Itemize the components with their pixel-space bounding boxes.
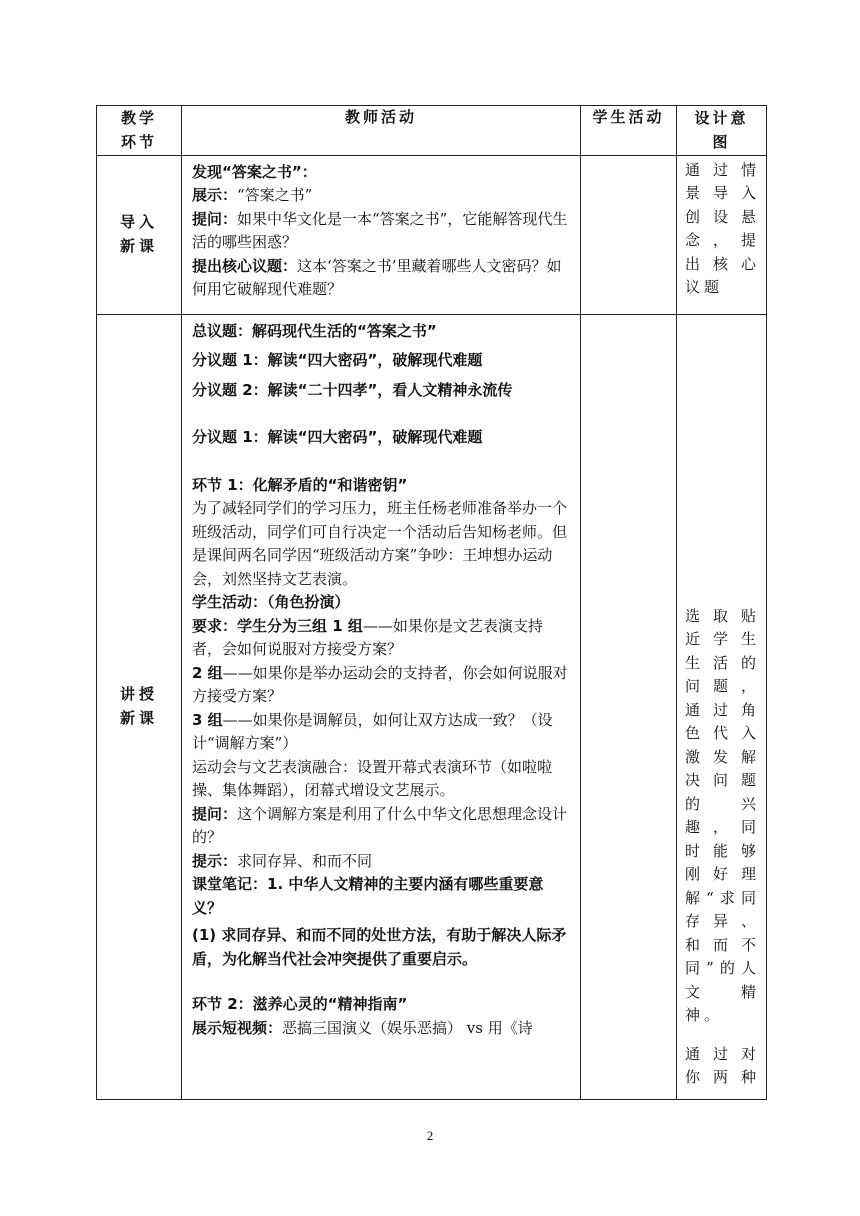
- student-activity-lecture: [581, 314, 677, 1099]
- core-topic-text: 这本‘答案之书’里藏着哪些人文密码？如何用它破解现代难题？: [192, 256, 562, 298]
- student-activity-label: 学生活动：（角色扮演）: [192, 593, 350, 611]
- step-1-title: 环节 1：化解矛盾的“和谐密钥”: [192, 475, 408, 494]
- header-row: [97, 106, 767, 156]
- question-label: 提问：: [192, 209, 238, 228]
- step-2-title: 环节 2：滋养心灵的“精神指南”: [192, 995, 408, 1013]
- class-note: 课堂笔记：1. 中华人文精神的主要内涵有哪些重要意义？: [192, 875, 544, 917]
- row-intro: [97, 155, 767, 314]
- row-lecture: [97, 314, 767, 1099]
- lesson-plan-table: [96, 105, 767, 1100]
- sub-topic-1: 分议题 1：解读“四大密码”，破解现代难题: [192, 351, 483, 369]
- group-2-text: ——如果你是举办运动会的支持者，你会如何说服对方接受方案？: [192, 663, 568, 705]
- group-3-label: 3 组: [192, 710, 223, 729]
- group-2-label: 2 组: [192, 663, 223, 682]
- header-student-activity: 学生活动: [581, 106, 677, 156]
- class-note-answer: (1) 求同存异、和而不同的处世方法，有助于解决人际矛盾，为化解当代社会冲突提供了重要启示。: [192, 926, 567, 968]
- group-3-text: ——如果你是调解员，如何让双方达成一致？（设计“调解方案”）: [192, 710, 553, 752]
- intent-lecture-text: 选取贴近学生生活的问题，通过角色代入激发解决问题的兴趣，同时能够刚好理解“求同存异、和而不同”的人文精神。: [685, 606, 760, 1024]
- header-teacher-activity: 教师活动: [182, 106, 581, 156]
- main-topic: 总议题：解码现代生活的“答案之书”: [192, 321, 437, 340]
- show-label: 展示：: [192, 186, 238, 204]
- sub-topic-1-repeat: 分议题 1：解读“四大密码”，破解现代难题: [192, 428, 483, 446]
- question-text-2: 这个调解方案是利用了什么中华文化思想理念设计的？: [192, 804, 568, 846]
- intent-lecture-text-2: 通过对你两种: [685, 1044, 760, 1086]
- section-lecture: 讲授新课: [97, 314, 182, 1099]
- design-intent-lecture: [677, 314, 767, 1099]
- question-text: 如果中华文化是一本“答案之书”，它能解答现代生活的哪些困惑？: [192, 209, 568, 251]
- hint-label: 提示：: [192, 851, 238, 870]
- sub-topic-2: 分议题 2：解读“二十四孝”，看人文精神永流传: [192, 380, 513, 399]
- requirement-text: ——如果你是文艺表演支持者，会如何说服对方接受方案？: [192, 616, 543, 658]
- requirement-label: 要求：学生分为三组 1 组: [192, 616, 363, 635]
- merge-plan-text: 运动会与文艺表演融合：设置开幕式表演环节（如啦啦操、集体舞蹈），闭幕式增设文艺展示。: [192, 757, 553, 799]
- core-topic-label: 提出核心议题：: [192, 256, 298, 275]
- page-number: 2: [426, 1128, 434, 1143]
- intent-intro-text: 通过情景导入创设悬念，提出核心议题: [685, 160, 760, 296]
- scenario-text: 为了减轻同学们的学习压力，班主任杨老师准备举办一个班级活动，同学们可自行决定一个活动后告知杨老师。但是课间两名同学因“班级活动方案”争吵：王坤想办运动会，刘然坚持文艺表演。: [192, 499, 568, 588]
- question-label-2: 提问：: [192, 804, 238, 823]
- video-label: 展示短视频：: [192, 1018, 283, 1037]
- video-text: 恶搞三国演义（娱乐恶搞） vs 用《诗: [282, 1018, 533, 1037]
- show-text: “答案之书”: [237, 186, 313, 204]
- intro-heading: 发现“答案之书”：: [192, 162, 317, 181]
- header-design-intent: 设计意图: [677, 106, 767, 156]
- header-teaching-stage: 教学环节: [97, 106, 182, 156]
- teacher-activity-lecture: [182, 314, 581, 1099]
- hint-text: 求同存异、和而不同: [237, 851, 373, 870]
- design-intent-intro: [677, 155, 767, 314]
- student-activity-intro: [581, 155, 677, 314]
- teacher-activity-intro: [182, 155, 581, 314]
- section-intro: 导入新课: [97, 155, 182, 314]
